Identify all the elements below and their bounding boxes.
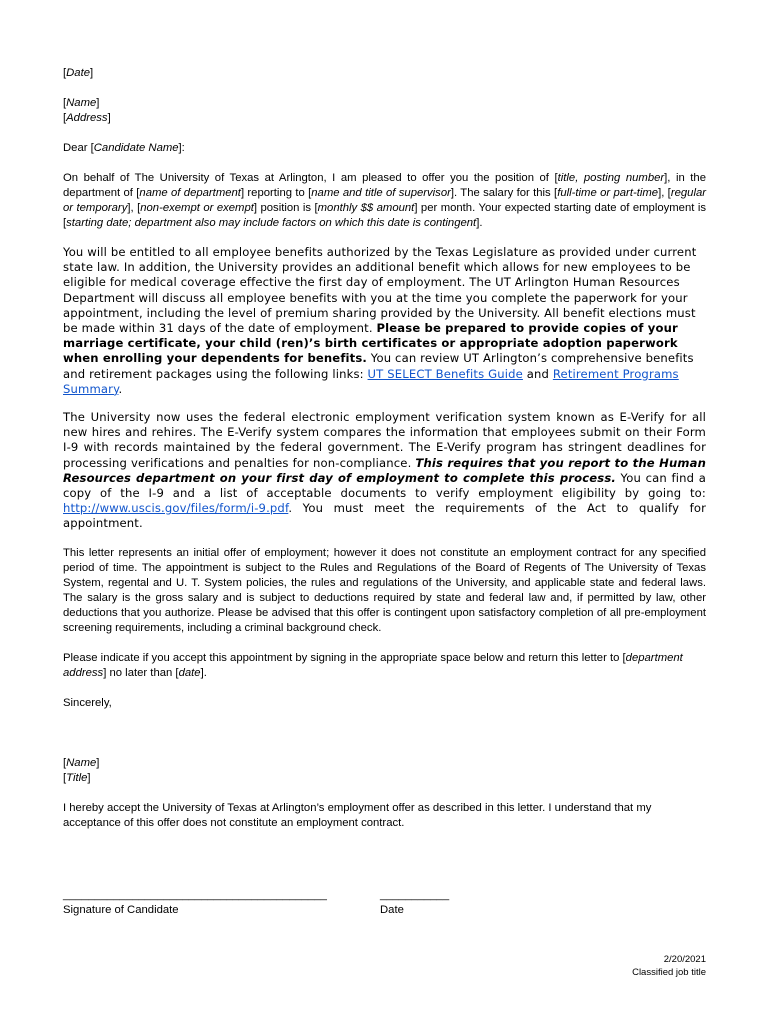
signer-title: [Title] (63, 771, 91, 784)
recipient-block (63, 96, 706, 126)
signer-block (63, 756, 706, 786)
offer-letter (63, 58, 706, 831)
acceptance-instructions: Please indicate if you accept this appointment by signing in the appropriate space below and return this letter to [department address] no later than [date]. (63, 651, 683, 679)
recipient-address: [Address] (63, 112, 111, 124)
signature-area (63, 888, 327, 918)
date-placeholder: [Date] (63, 67, 94, 79)
benefits-guide-link[interactable]: UT SELECT Benefits Guide (367, 366, 523, 381)
signature-line: __________________________________________ (63, 889, 327, 901)
closing: Sincerely, (63, 696, 112, 709)
recipient-name: [Name] (63, 97, 100, 109)
acceptance-statement: I hereby accept the University of Texas at Arlington’s employment offer as described in this letter. I understand that my acceptance of this offer does not constitute an employment contract. (63, 801, 652, 829)
offer-paragraph: On behalf of The University of Texas at Arlington, I am pleased to offer you the position of [title, posting number], in the department of [name of department] reporting to [name and title of supervisor]. The salary for this [full-time or part-time], [regular or temporary], [non-exempt or exempt] position is [monthly $$ amount] per month. Your expected starting date of employment is [starting date; department also may include factors on which this date is contingent]. (63, 172, 706, 229)
signature-label: Signature of Candidate (63, 904, 179, 916)
i9-form-link[interactable]: http://www.uscis.gov/files/form/i-9.pdf (63, 501, 289, 516)
terms-paragraph: This letter represents an initial offer of employment; however it does not constitute an employment contract for any specified period of time. The appointment is subject to the Rules and Regulations of the Board of Regents of The University of Texas System, regental and U. T. System policies, the rules and regulations of the University, and applicable state and federal laws. The salary is the gross salary and is subject to deductions required by state and federal law and, if permitted by law, other deductions that you authorize. Please be advised that this offer is contingent upon satisfactory completion of all pre-employment screening requirements, including a criminal background check. (63, 546, 706, 634)
salutation: Dear [Candidate Name]: (63, 142, 185, 154)
date-area (380, 888, 449, 918)
signer-name: [Name] (63, 756, 100, 769)
footer-date: 2/20/2021 (663, 954, 706, 965)
footer (632, 953, 706, 979)
date-label: Date (380, 904, 404, 916)
retirement-summary-link[interactable]: Retirement Programs Summary (63, 366, 679, 396)
date-line: ___________ (380, 889, 450, 901)
everify-paragraph: The University now uses the federal electronic employment verification system known as E-Verify for all new hires and rehires. The E-Verify system compares the information that employees submit on their Form I-9 with records maintained by the federal government. The E-Verify program has stringent deadlines for processing verifications and penalties for non-compliance. This requires that you report to the Human Resources department on your first day of employment to complete this process. You can find a copy of the I-9 and a list of acceptable documents to verify employment eligibility by going to: http://www.uscis.gov/files/form/i-9.pdf. You must meet the requirements of the Act to qualify for appointment. (63, 410, 706, 531)
benefits-paragraph: You will be entitled to all employee benefits authorized by the Texas Legislature as provided under current state law. In addition, the University provides an additional benefit which allows for new employees to be eligible for medical coverage effective the first day of employment. The UT Arlington Human Resources Department will discuss all employee benefits with you at the time you complete the paperwork for your appointment, including the level of premium sharing provided by the University. All benefit elections must be made within 31 days of the date of employment. Please be prepared to provide copies of your marriage certificate, your child (ren)’s birth certificates or appropriate adoption paperwork when enrolling your dependents for benefits. You can review UT Arlington’s comprehensive benefits and retirement packages using the following links: UT SELECT Benefits Guide and Retirement Programs Summary. (63, 245, 697, 396)
footer-title: Classified job title (632, 967, 706, 978)
